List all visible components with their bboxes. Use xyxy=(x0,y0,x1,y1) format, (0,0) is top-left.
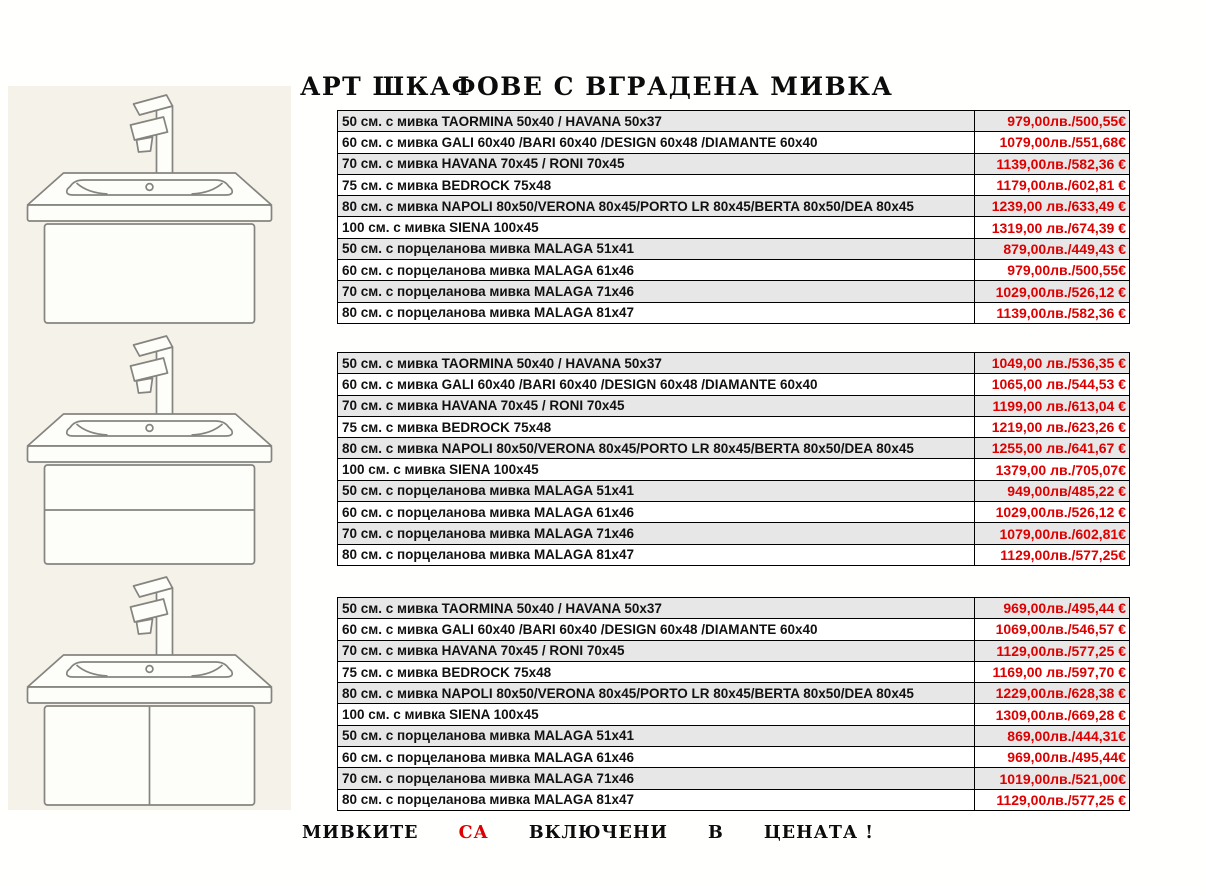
table-row xyxy=(338,502,1130,523)
table-row xyxy=(338,768,1130,789)
product-price: 1069,00лв./546,57 € xyxy=(975,619,1130,640)
product-price: 1029,00лв./526,12 € xyxy=(975,502,1130,523)
table-row xyxy=(338,416,1130,437)
product-label: 70 см. с порцеланова мивка MALAGA 71x46 xyxy=(338,523,975,544)
table-row xyxy=(338,395,1130,416)
table-row xyxy=(338,217,1130,238)
product-label: 50 см. с порцеланова мивка MALAGA 51x41 xyxy=(338,480,975,501)
product-price: 1139,00лв./582,36 € xyxy=(975,153,1130,174)
vanity-two-drawers-icon xyxy=(8,327,291,568)
table-row xyxy=(338,544,1130,565)
table-row xyxy=(338,789,1130,810)
table-row xyxy=(338,174,1130,195)
table-row xyxy=(338,260,1130,281)
product-price: 1309,00лв./669,28 € xyxy=(975,704,1130,725)
product-price: 1129,00лв./577,25 € xyxy=(975,789,1130,810)
product-label: 60 см. с порцеланова мивка MALAGA 61x46 xyxy=(338,502,975,523)
table-row xyxy=(338,281,1130,302)
product-price: 1379,00 лв./705,07€ xyxy=(975,459,1130,480)
product-price: 879,00лв./449,43 € xyxy=(975,238,1130,259)
product-price: 1079,00лв./602,81€ xyxy=(975,523,1130,544)
price-table-3 xyxy=(337,597,1130,811)
product-price: 979,00лв./500,55€ xyxy=(975,260,1130,281)
product-label: 70 см. с мивка HAVANA 70x45 / RONI 70x45 xyxy=(338,640,975,661)
product-price: 1239,00 лв./633,49 € xyxy=(975,196,1130,217)
table-row xyxy=(338,747,1130,768)
product-label: 50 см. с мивка TAORMINA 50x40 / HAVANA 50x37 xyxy=(338,111,975,132)
vanity-single-front-icon xyxy=(8,86,291,327)
product-label: 50 см. с порцеланова мивка MALAGA 51x41 xyxy=(338,238,975,259)
product-label: 50 см. с мивка TAORMINA 50x40 / HAVANA 50x37 xyxy=(338,598,975,619)
table-row xyxy=(338,480,1130,501)
table-row xyxy=(338,661,1130,682)
product-price: 1219,00 лв./623,26 € xyxy=(975,416,1130,437)
product-price: 1019,00лв./521,00€ xyxy=(975,768,1130,789)
table-row xyxy=(338,683,1130,704)
product-label: 75 см. с мивка BEDROCK 75x48 xyxy=(338,416,975,437)
table-row xyxy=(338,725,1130,746)
product-label: 60 см. с порцеланова мивка MALAGA 61x46 xyxy=(338,260,975,281)
product-label: 100 см. с мивка SIENA 100x45 xyxy=(338,217,975,238)
product-price: 1139,00лв./582,36 € xyxy=(975,302,1130,323)
product-label: 75 см. с мивка BEDROCK 75x48 xyxy=(338,661,975,682)
product-label: 80 см. с порцеланова мивка MALAGA 81x47 xyxy=(338,544,975,565)
table-row xyxy=(338,238,1130,259)
product-label: 50 см. с мивка TAORMINA 50x40 / HAVANA 50x37 xyxy=(338,353,975,374)
product-price: 979,00лв./500,55€ xyxy=(975,111,1130,132)
product-price: 1255,00 лв./641,67 € xyxy=(975,438,1130,459)
table-row xyxy=(338,640,1130,661)
product-label: 60 см. с мивка GALI 60x40 /BARI 60x40 /DESIGN 60x48 /DIAMANTE 60x40 xyxy=(338,374,975,395)
footer-word: МИВКИТЕ xyxy=(302,823,419,843)
product-label: 100 см. с мивка SIENA 100x45 xyxy=(338,459,975,480)
product-label: 80 см. с мивка NAPOLI 80x50/VERONA 80x45/PORTO LR 80x45/BERTA 80x50/DEA 80x45 xyxy=(338,683,975,704)
product-label: 100 см. с мивка SIENA 100x45 xyxy=(338,704,975,725)
product-label: 70 см. с мивка HAVANA 70x45 / RONI 70x45 xyxy=(338,395,975,416)
table-row xyxy=(338,111,1130,132)
product-price: 1169,00 лв./597,70 € xyxy=(975,661,1130,682)
product-label: 80 см. с мивка NAPOLI 80x50/VERONA 80x45/PORTO LR 80x45/BERTA 80x50/DEA 80x45 xyxy=(338,196,975,217)
product-label: 75 см. с мивка BEDROCK 75x48 xyxy=(338,174,975,195)
product-price: 1079,00лв./551,68€ xyxy=(975,132,1130,153)
footer-note xyxy=(302,823,874,843)
product-price: 1129,00лв./577,25€ xyxy=(975,544,1130,565)
table-row xyxy=(338,459,1130,480)
product-price: 1199,00 лв./613,04 € xyxy=(975,395,1130,416)
product-label: 50 см. с порцеланова мивка MALAGA 51x41 xyxy=(338,725,975,746)
product-price: 1049,00 лв./536,35 € xyxy=(975,353,1130,374)
table-row xyxy=(338,619,1130,640)
product-price: 869,00лв./444,31€ xyxy=(975,725,1130,746)
product-label: 80 см. с порцеланова мивка MALAGA 81x47 xyxy=(338,789,975,810)
product-label: 80 см. с мивка NAPOLI 80x50/VERONA 80x45/PORTO LR 80x45/BERTA 80x50/DEA 80x45 xyxy=(338,438,975,459)
product-label: 60 см. с мивка GALI 60x40 /BARI 60x40 /DESIGN 60x48 /DIAMANTE 60x40 xyxy=(338,132,975,153)
product-label: 60 см. с порцеланова мивка MALAGA 61x46 xyxy=(338,747,975,768)
product-price: 969,00лв./495,44€ xyxy=(975,747,1130,768)
table-row xyxy=(338,598,1130,619)
table-row xyxy=(338,523,1130,544)
price-table-1 xyxy=(337,110,1130,324)
table-row xyxy=(338,196,1130,217)
product-price: 1229,00лв./628,38 € xyxy=(975,683,1130,704)
product-price: 1129,00лв./577,25 € xyxy=(975,640,1130,661)
product-price: 1065,00 лв./544,53 € xyxy=(975,374,1130,395)
price-table-2 xyxy=(337,352,1130,566)
product-label: 70 см. с мивка HAVANA 70x45 / RONI 70x45 xyxy=(338,153,975,174)
footer-word: ЦЕНАТА ! xyxy=(763,823,874,843)
vanity-two-doors-icon xyxy=(8,568,291,809)
product-label: 70 см. с порцеланова мивка MALAGA 71x46 xyxy=(338,281,975,302)
table-row xyxy=(338,438,1130,459)
product-price: 1319,00 лв./674,39 € xyxy=(975,217,1130,238)
footer-word: СА xyxy=(458,823,489,843)
footer-word: ВКЛЮЧЕНИ xyxy=(528,823,668,843)
table-row xyxy=(338,374,1130,395)
table-row xyxy=(338,153,1130,174)
page-title: АРТ ШКАФОВЕ С ВГРАДЕНА МИВКА xyxy=(300,72,894,101)
table-row xyxy=(338,132,1130,153)
table-row xyxy=(338,302,1130,323)
product-label: 80 см. с порцеланова мивка MALAGA 81x47 xyxy=(338,302,975,323)
product-price: 1029,00лв./526,12 € xyxy=(975,281,1130,302)
product-label: 60 см. с мивка GALI 60x40 /BARI 60x40 /DESIGN 60x48 /DIAMANTE 60x40 xyxy=(338,619,975,640)
product-price: 949,00лв/485,22 € xyxy=(975,480,1130,501)
product-price: 969,00лв./495,44 € xyxy=(975,598,1130,619)
table-row xyxy=(338,704,1130,725)
product-price: 1179,00лв./602,81 € xyxy=(975,174,1130,195)
table-row xyxy=(338,353,1130,374)
product-label: 70 см. с порцеланова мивка MALAGA 71x46 xyxy=(338,768,975,789)
vanity-illustration-panel xyxy=(8,86,291,810)
footer-word: В xyxy=(708,823,724,843)
